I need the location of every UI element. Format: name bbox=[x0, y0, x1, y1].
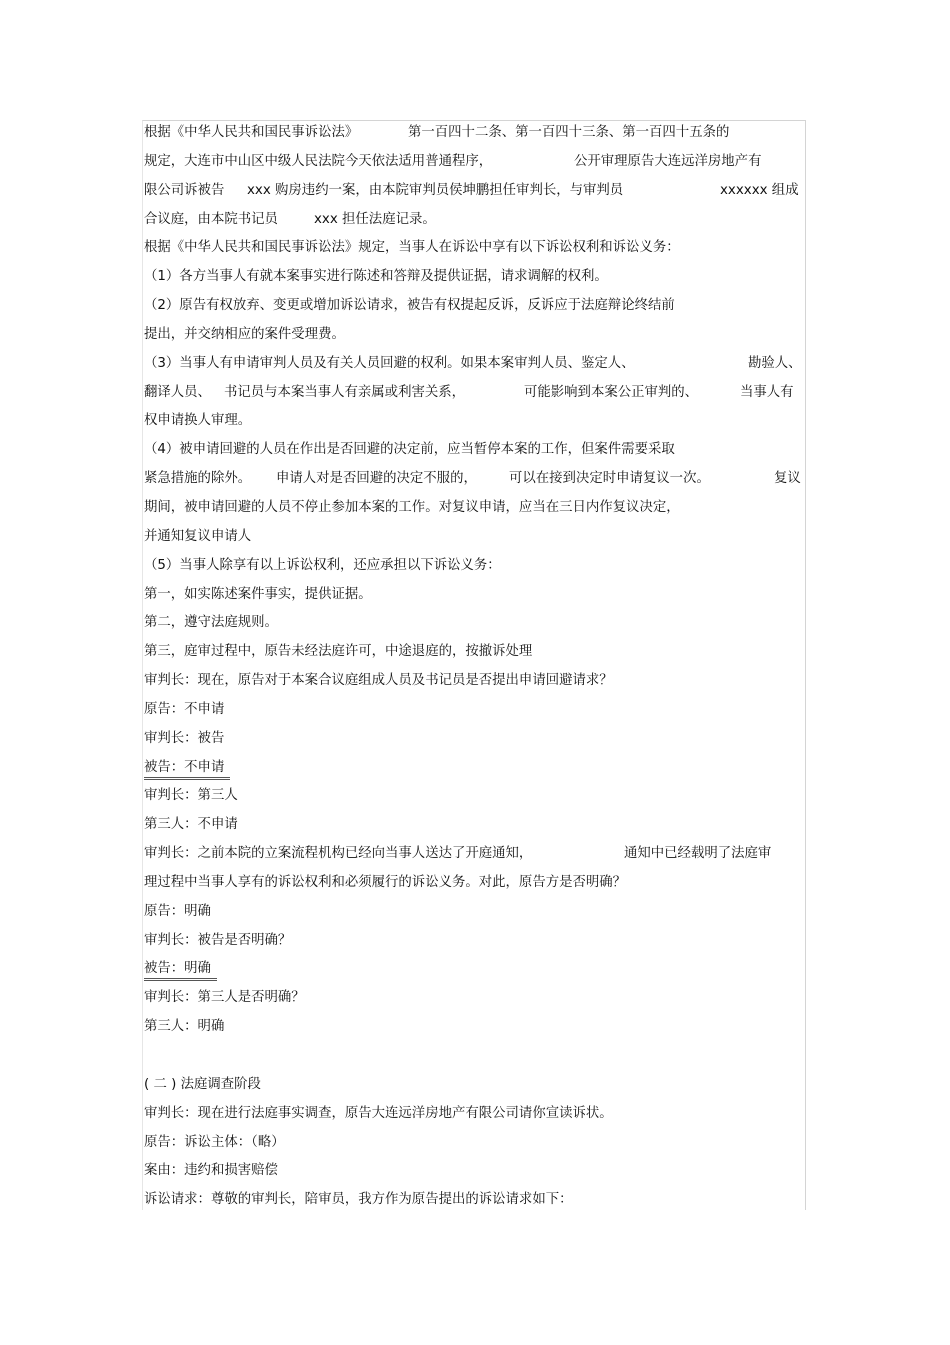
text-segment: 原告：诉讼主体：（略） bbox=[144, 1134, 285, 1150]
text-segment: 第一百四十二条、第一百四十三条、第一百四十五条的 bbox=[408, 125, 730, 140]
text-segment: 诉讼请求：尊敬的审判长，陪审员，我方作为原告提出的诉讼请求如下： bbox=[144, 1192, 573, 1208]
text-segment: 案由：违约和损害赔偿 bbox=[144, 1163, 278, 1179]
text-line bbox=[144, 609, 810, 638]
text-segment: 申请人对是否回避的决定不服的， bbox=[276, 471, 477, 487]
text-line bbox=[144, 638, 810, 667]
text-segment: 限公司诉被告 bbox=[144, 182, 225, 198]
text-segment: （2）原告有权放弃、变更或增加诉讼请求，被告有权提起反诉，反诉应于法庭辩论终结前 bbox=[144, 298, 675, 314]
text-segment: 书记员与本案当事人有亲属或利害关系， bbox=[224, 384, 466, 400]
text-segment: 公开审理原告大连远洋房地产有 bbox=[574, 153, 762, 169]
text-segment: 翻译人员、 bbox=[144, 384, 211, 400]
text-segment: 原告：明确 bbox=[144, 903, 211, 919]
text-segment: 审判长：第三人 bbox=[144, 788, 238, 804]
text-segment: 审判长：现在，原告对于本案合议庭组成人员及书记员是否提出申请回避请求？ bbox=[144, 673, 613, 689]
text-segment: 被告：不申请 bbox=[144, 759, 230, 780]
text-segment: 合议庭，由本院书记员 bbox=[144, 211, 278, 227]
text-line bbox=[144, 927, 810, 956]
text-line bbox=[144, 1071, 810, 1100]
text-segment: （5）当事人除享有以上诉讼权利，还应承担以下诉讼义务： bbox=[144, 557, 501, 573]
text-line bbox=[144, 436, 810, 465]
text-segment: 提出，并交纳相应的案件受理费。 bbox=[144, 326, 345, 342]
blank-line bbox=[144, 1042, 810, 1071]
text-segment: （4）被申请回避的人员在作出是否回避的决定前，应当暂停本案的工作，但案件需要采取 bbox=[144, 442, 675, 458]
text-line bbox=[144, 898, 810, 927]
text-segment: 第三，庭审过程中，原告未经法庭许可，中途退庭的，按撤诉处理 bbox=[144, 644, 533, 660]
text-segment: 可以在接到决定时申请复议一次。 bbox=[509, 471, 710, 487]
text-segment: 可能影响到本案公正审判的、 bbox=[524, 384, 699, 400]
text-segment: 勘验人、 bbox=[748, 355, 802, 371]
text-line bbox=[144, 350, 810, 379]
text-segment: xxx 购房违约一案，由本院审判员侯坤鹏担任审判长，与审判员 bbox=[247, 182, 624, 198]
text-segment: 原告：不申请 bbox=[144, 701, 225, 717]
document-body bbox=[144, 119, 810, 1215]
text-segment: 第一，如实陈述案件事实，提供证据。 bbox=[144, 586, 372, 602]
text-segment: 紧急措施的除外。 bbox=[144, 471, 252, 487]
text-segment: 通知中已经载明了法庭审 bbox=[624, 846, 772, 862]
text-segment: （1）各方当事人有就本案事实进行陈述和答辩及提供证据，请求调解的权利。 bbox=[144, 269, 608, 285]
text-segment: 第三人：明确 bbox=[144, 1019, 225, 1035]
text-line bbox=[144, 984, 810, 1013]
text-line bbox=[144, 379, 810, 408]
text-line bbox=[144, 581, 810, 610]
text-line bbox=[144, 1100, 810, 1129]
text-segment: 并通知复议申请人 bbox=[144, 528, 252, 544]
text-line bbox=[144, 292, 810, 321]
text-segment: 审判长：第三人是否明确？ bbox=[144, 990, 305, 1006]
text-line bbox=[144, 725, 810, 754]
text-segment: 根据《中华人民共和国民事诉讼法》 bbox=[144, 125, 359, 140]
text-line bbox=[144, 552, 810, 581]
text-segment: 根据《中华人民共和国民事诉讼法》规定，当事人在诉讼中享有以下诉讼权利和诉讼义务： bbox=[144, 240, 680, 256]
text-line bbox=[144, 1157, 810, 1186]
text-segment: 权申请换人审理。 bbox=[144, 413, 252, 429]
text-line bbox=[144, 782, 810, 811]
text-segment: 审判长：现在进行法庭事实调查，原告大连远洋房地产有限公司请你宣读诉状。 bbox=[144, 1105, 613, 1121]
text-segment: ( 二 ) 法庭调查阶段 bbox=[144, 1076, 261, 1092]
text-line bbox=[144, 1129, 810, 1158]
text-line bbox=[144, 407, 810, 436]
text-segment: 复议 bbox=[774, 471, 801, 487]
text-segment: 审判长：被告 bbox=[144, 730, 225, 746]
text-segment: 期间，被申请回避的人员不停止参加本案的工作。对复议申请，应当在三日内作复议决定， bbox=[144, 499, 680, 515]
text-line bbox=[144, 177, 810, 206]
text-line bbox=[144, 234, 810, 263]
text-segment: 当事人有 bbox=[740, 384, 794, 400]
text-line bbox=[144, 321, 810, 350]
text-segment: （3）当事人有申请审判人员及有关人员回避的权利。如果本案审判人员、鉴定人、 bbox=[144, 355, 635, 371]
text-line bbox=[144, 667, 810, 696]
text-line bbox=[144, 869, 810, 898]
text-line bbox=[144, 263, 810, 292]
text-segment: xxxxxx 组成 bbox=[720, 182, 799, 198]
text-line bbox=[144, 696, 810, 725]
text-line bbox=[144, 840, 810, 869]
text-line bbox=[144, 1013, 810, 1042]
text-line bbox=[144, 1186, 810, 1215]
text-line bbox=[144, 523, 810, 552]
text-line bbox=[144, 811, 810, 840]
text-segment: 第二，遵守法庭规则。 bbox=[144, 615, 278, 631]
text-line bbox=[144, 494, 810, 523]
text-line bbox=[144, 465, 810, 494]
text-segment: 理过程中当事人享有的诉讼权利和必须履行的诉讼义务。对此，原告方是否明确？ bbox=[144, 874, 627, 890]
text-segment: 被告：明确 bbox=[144, 960, 217, 981]
text-segment: 第三人：不申请 bbox=[144, 817, 238, 833]
text-line bbox=[144, 119, 810, 148]
text-line bbox=[144, 206, 810, 235]
text-segment: 审判长：被告是否明确？ bbox=[144, 932, 292, 948]
text-line bbox=[144, 754, 810, 783]
text-line bbox=[144, 955, 810, 984]
text-segment: 规定，大连市中山区中级人民法院今天依法适用普通程序， bbox=[144, 153, 493, 169]
text-segment: 审判长：之前本院的立案流程机构已经向当事人送达了开庭通知， bbox=[144, 846, 533, 862]
text-line bbox=[144, 148, 810, 177]
text-segment: xxx 担任法庭记录。 bbox=[314, 211, 436, 227]
